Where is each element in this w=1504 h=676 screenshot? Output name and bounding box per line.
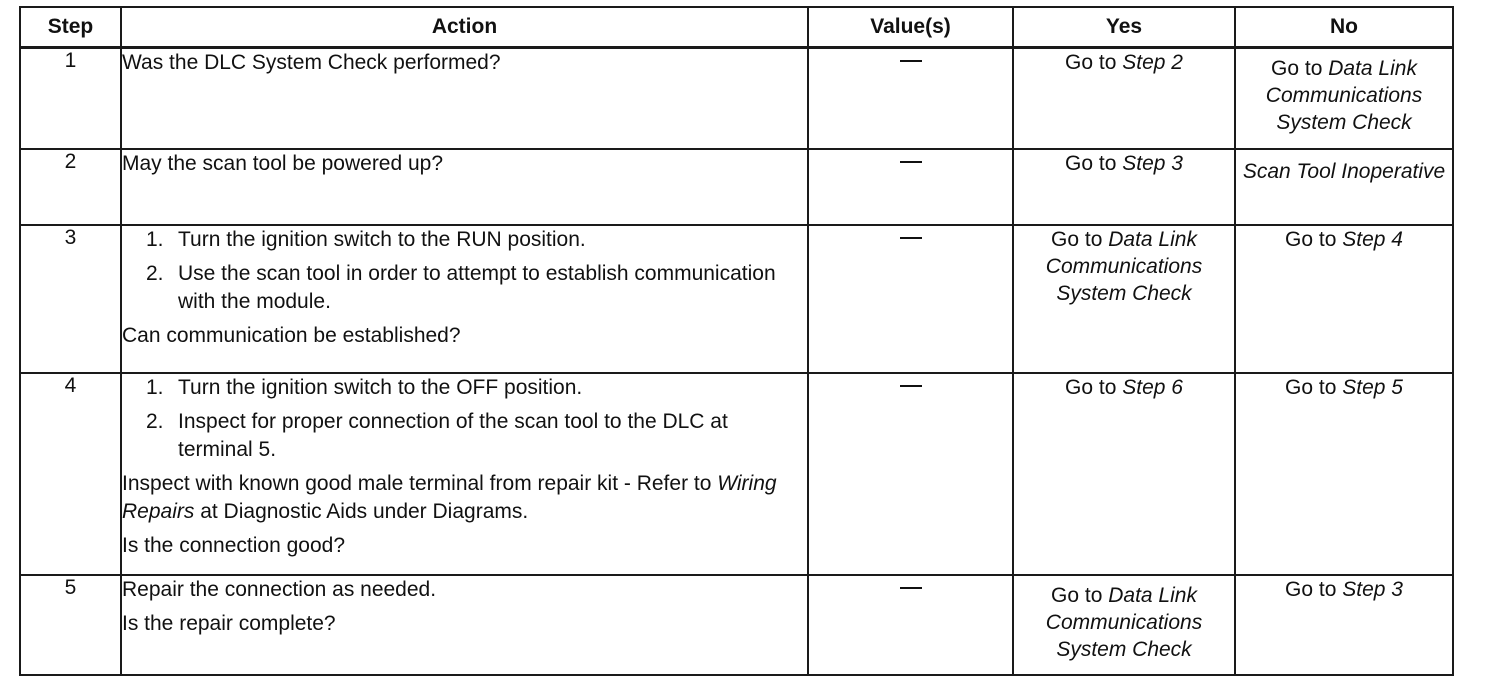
header-no: No <box>1235 7 1453 48</box>
step-number: 1 <box>20 48 121 150</box>
list-item <box>146 374 807 402</box>
no-link[interactable]: Step 3 <box>1342 578 1403 601</box>
list-text: Turn the ignition switch to the OFF position. <box>178 376 583 399</box>
list-text: Inspect for proper connection of the scan tool to the DLC at terminal 5. <box>178 410 728 461</box>
list-text: Turn the ignition switch to the RUN position. <box>178 228 586 251</box>
yes-link[interactable]: Step 3 <box>1122 152 1183 175</box>
no-cell <box>1235 575 1453 675</box>
note-before: Inspect with known good male terminal from repair kit - Refer to <box>122 472 718 495</box>
diagnostic-table <box>19 6 1454 676</box>
list-number: 2. <box>146 410 164 433</box>
yes-cell <box>1013 225 1235 373</box>
action-cell <box>121 149 808 225</box>
wiring-repairs-link[interactable]: Wiring Repairs <box>122 472 777 523</box>
no-prefix: Go to <box>1285 578 1343 601</box>
no-cell <box>1235 48 1453 150</box>
header-action: Action <box>121 7 808 48</box>
value-cell <box>808 575 1013 675</box>
no-cell <box>1235 149 1453 225</box>
action-text: May the scan tool be powered up? <box>122 152 444 175</box>
value-dash <box>900 161 922 163</box>
no-prefix: Go to <box>1285 376 1343 399</box>
yes-cell <box>1013 48 1235 150</box>
yes-cell <box>1013 373 1235 575</box>
yes-cell <box>1013 149 1235 225</box>
value-cell <box>808 373 1013 575</box>
yes-prefix: Go to <box>1051 584 1109 607</box>
action-question: Is the connection good? <box>122 534 346 557</box>
value-cell <box>808 48 1013 150</box>
list-number: 2. <box>146 262 164 285</box>
value-cell <box>808 149 1013 225</box>
yes-link[interactable]: Step 2 <box>1122 51 1183 74</box>
no-link[interactable]: Step 4 <box>1342 228 1403 251</box>
no-cell <box>1235 225 1453 373</box>
value-cell <box>808 225 1013 373</box>
no-link[interactable]: Data Link Communications System Check <box>1265 57 1423 134</box>
action-cell <box>121 48 808 150</box>
no-prefix: Go to <box>1285 228 1343 251</box>
header-step: Step <box>20 7 121 48</box>
action-note <box>122 470 807 526</box>
no-prefix: Go to <box>1271 57 1329 80</box>
yes-link[interactable]: Data Link Communications System Check <box>1045 584 1203 661</box>
action-cell <box>121 575 808 675</box>
value-dash <box>900 385 922 387</box>
list-item <box>146 408 807 464</box>
list-number: 1. <box>146 376 164 399</box>
list-item <box>146 260 807 316</box>
action-text: Repair the connection as needed. <box>122 578 437 601</box>
value-dash <box>900 60 922 62</box>
table-row <box>20 575 1453 675</box>
yes-prefix: Go to <box>1065 152 1123 175</box>
yes-prefix: Go to <box>1065 376 1123 399</box>
value-dash <box>900 587 922 589</box>
list-number: 1. <box>146 228 164 251</box>
header-yes: Yes <box>1013 7 1235 48</box>
table-row <box>20 225 1453 373</box>
table-row <box>20 48 1453 150</box>
action-question: Can communication be established? <box>122 324 461 347</box>
step-number: 5 <box>20 575 121 675</box>
action-question: Is the repair complete? <box>122 612 336 635</box>
yes-prefix: Go to <box>1051 228 1109 251</box>
header-row <box>20 7 1453 48</box>
no-link[interactable]: Step 5 <box>1342 376 1403 399</box>
step-number: 4 <box>20 373 121 575</box>
value-dash <box>900 237 922 239</box>
yes-link[interactable]: Step 6 <box>1122 376 1183 399</box>
action-list <box>122 374 807 464</box>
action-list <box>122 226 807 316</box>
note-after: at Diagnostic Aids under Diagrams. <box>194 500 529 523</box>
step-number: 2 <box>20 149 121 225</box>
yes-cell <box>1013 575 1235 675</box>
yes-prefix: Go to <box>1065 51 1123 74</box>
list-text: Use the scan tool in order to attempt to establish communication with the module. <box>178 262 776 313</box>
list-item <box>146 226 807 254</box>
table-row <box>20 373 1453 575</box>
no-cell <box>1235 373 1453 575</box>
action-text: Was the DLC System Check performed? <box>122 51 501 74</box>
header-value: Value(s) <box>808 7 1013 48</box>
yes-link[interactable]: Data Link Communications System Check <box>1045 228 1203 305</box>
table-row <box>20 149 1453 225</box>
no-link[interactable]: Scan Tool Inoperative <box>1242 160 1446 183</box>
step-number: 3 <box>20 225 121 373</box>
action-cell <box>121 225 808 373</box>
action-cell <box>121 373 808 575</box>
